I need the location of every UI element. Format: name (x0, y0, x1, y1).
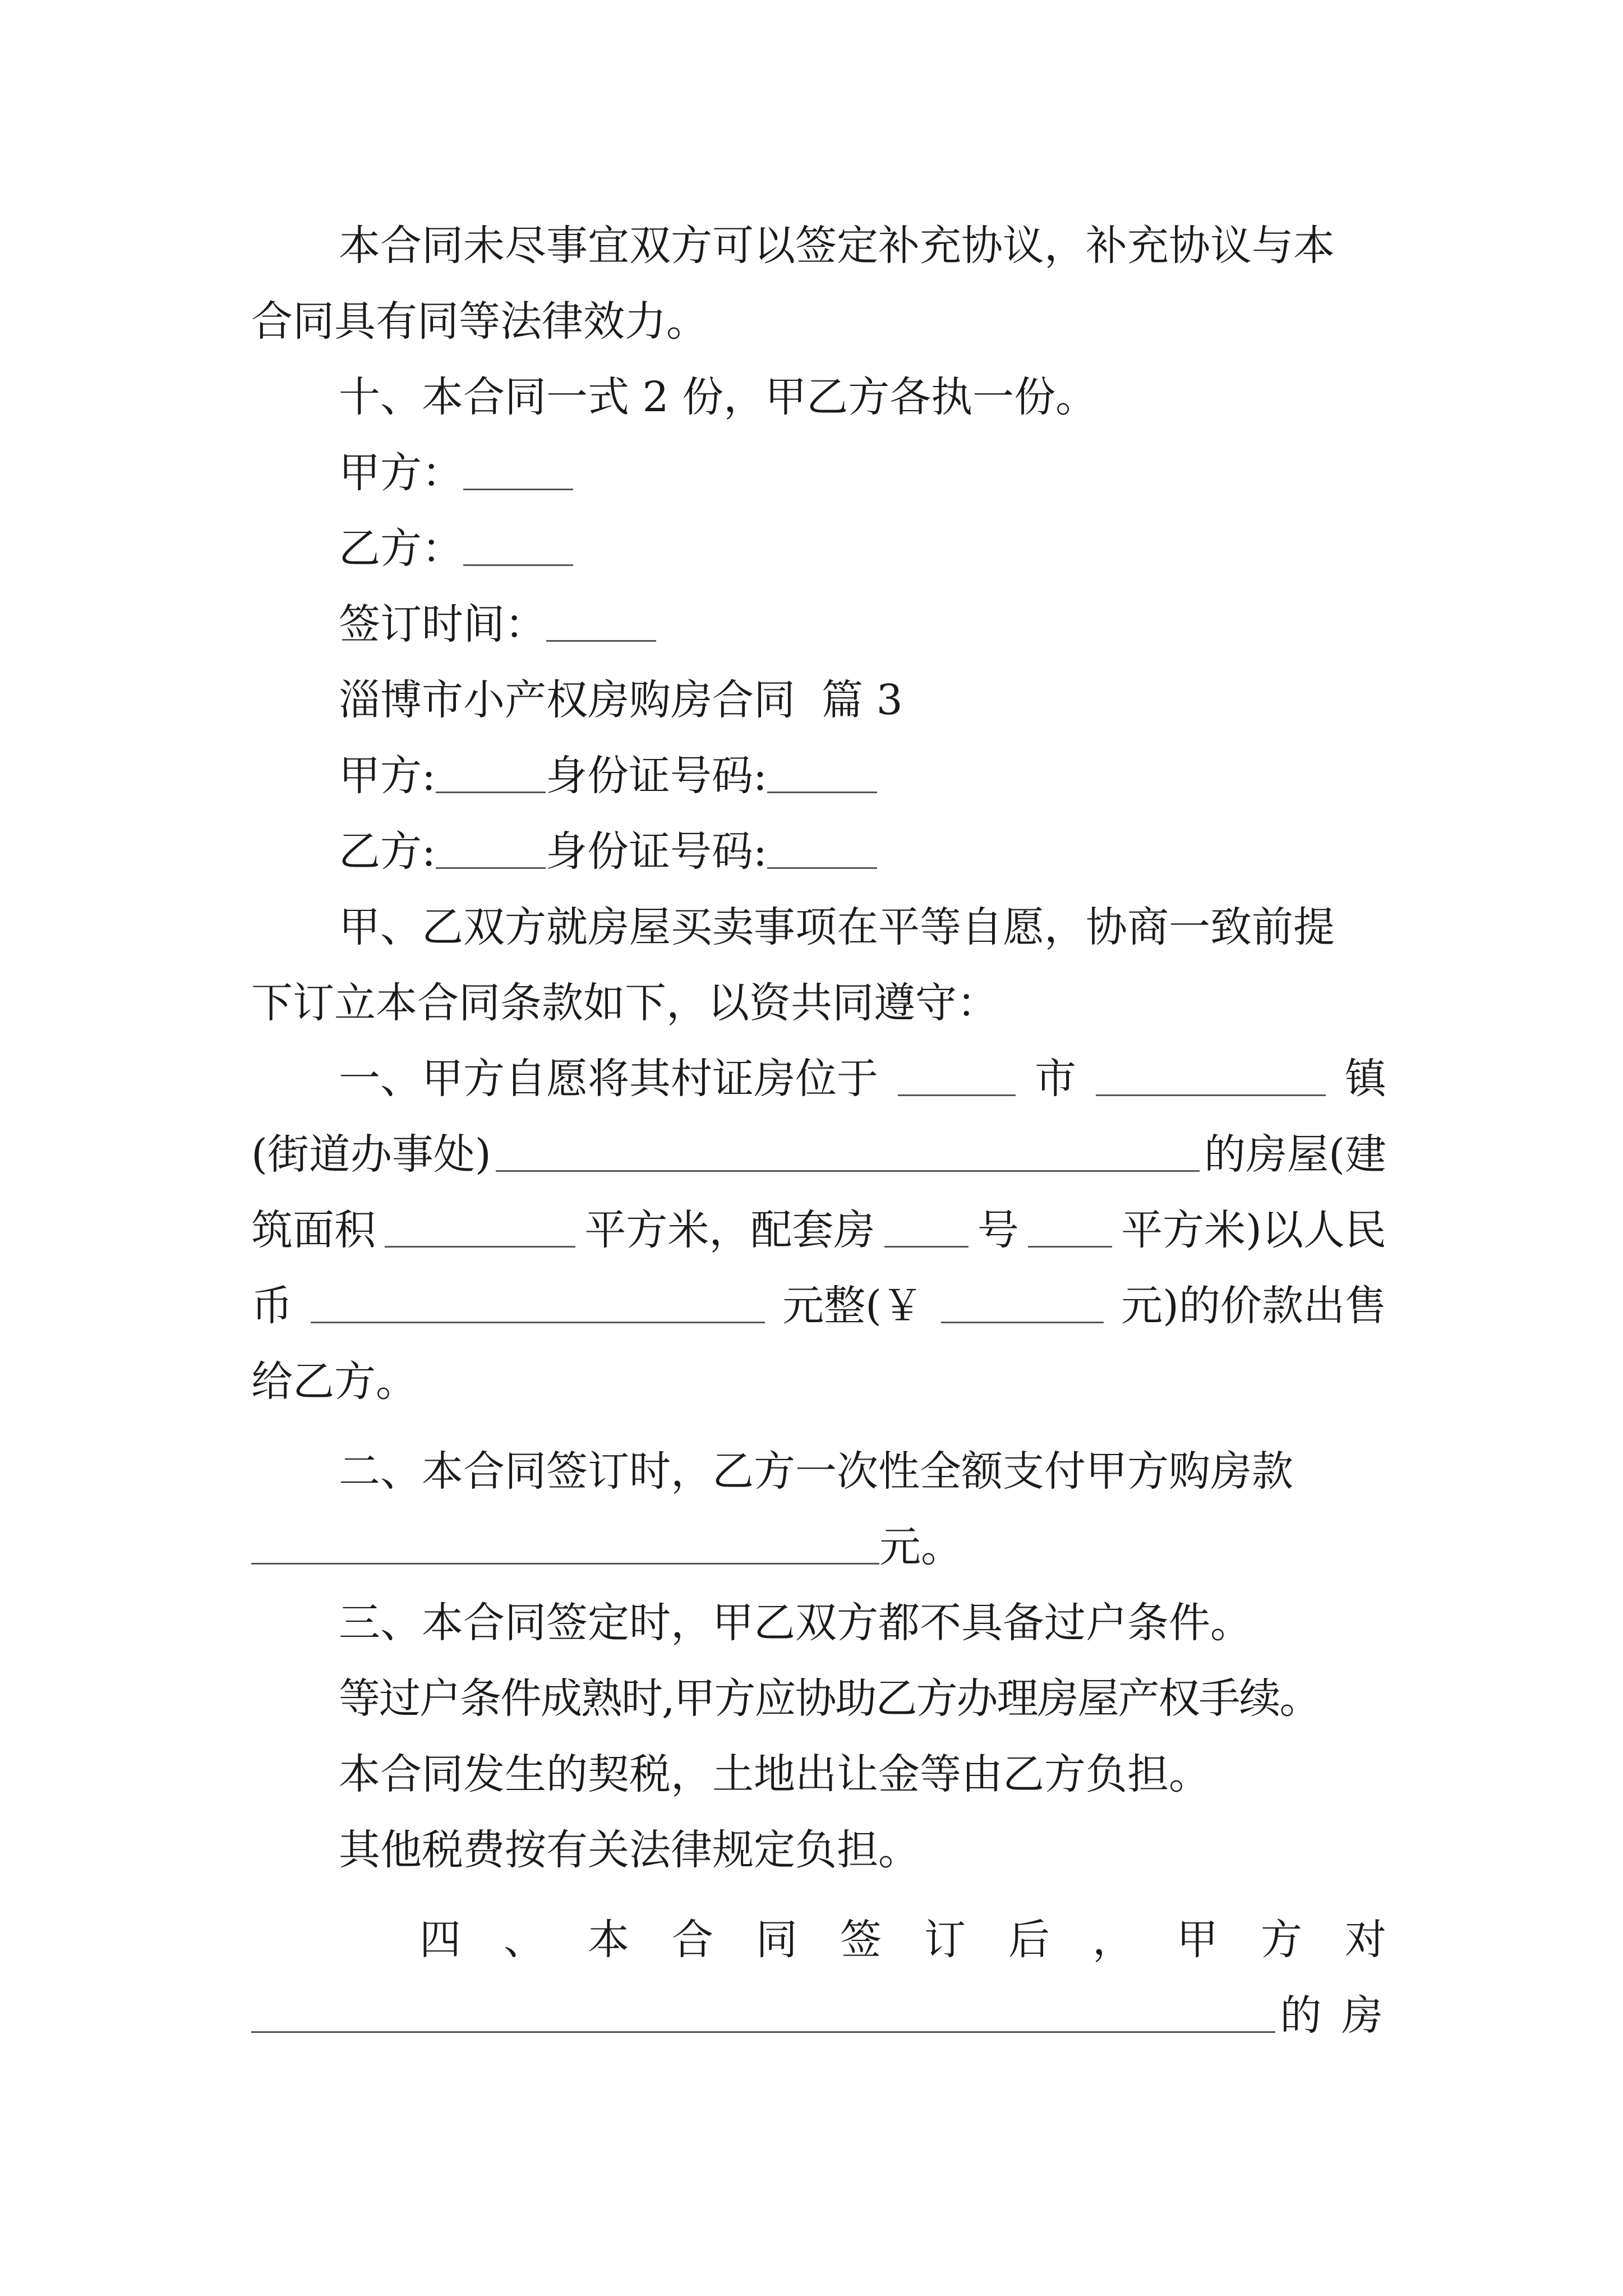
clause-four-line (419, 1912, 1386, 1968)
blank-field (251, 1998, 1275, 2033)
blank-field (767, 758, 877, 793)
clause-ten (339, 369, 1386, 425)
label: 乙方: (339, 827, 436, 876)
text: 平方米)以人民 (1121, 1206, 1386, 1254)
label: 甲方: (339, 752, 436, 800)
char: 后 (1008, 1916, 1050, 1964)
label: 身份证号码: (545, 752, 767, 800)
text: 筑面积 (251, 1206, 376, 1254)
char: ， (1092, 1916, 1134, 1964)
text: 等过户条件成熟时,甲方应协助乙方办理房屋产权手续。 (339, 1674, 1320, 1723)
paragraph-line (251, 975, 1386, 1031)
char: 四 (419, 1916, 461, 1964)
label: 签订时间： (339, 600, 546, 648)
char: 方 (1261, 1916, 1302, 1964)
text: 二、本合同签订时，乙方一次性全额支付甲方购房款 (339, 1447, 1293, 1496)
char: 、 (504, 1916, 545, 1964)
clause-two-line (339, 1443, 1386, 1499)
text: 元)的价款出售 (1121, 1282, 1386, 1330)
text: 币 (251, 1282, 293, 1330)
text: 市 (1035, 1055, 1076, 1103)
paragraph-line (251, 293, 1386, 349)
char: 同 (756, 1916, 797, 1964)
clause-three-line (339, 1595, 1386, 1651)
text: (街道办事处) (251, 1130, 491, 1179)
char: 对 (1345, 1916, 1386, 1964)
heading-text: 淄博市小产权房购房合同 篇 3 (339, 676, 903, 724)
clause-one-line (251, 1126, 1386, 1182)
text: 三、本合同签定时，甲乙双方都不具备过户条件。 (339, 1599, 1252, 1647)
clause-three-line (339, 1822, 1386, 1878)
text: 甲、乙双方就房屋买卖事项在平等自愿，协商一致前提 (339, 903, 1335, 951)
blank-field (436, 758, 546, 793)
blank-field (767, 834, 877, 869)
signing-date (339, 596, 1386, 652)
text: 的 房 (1280, 1991, 1386, 2040)
char: 甲 (1177, 1916, 1218, 1964)
blank-field (463, 455, 573, 490)
text: 十、本合同一式 2 份，甲乙方各执一份。 (339, 373, 1098, 421)
text: 下订立本合同条款如下，以资共同遵守： (251, 979, 998, 1027)
text: 元。 (879, 1523, 962, 1571)
party-a-id-line (339, 748, 1386, 804)
text: 合同具有同等法律效力。 (251, 297, 708, 346)
section-heading (339, 672, 1386, 728)
text: 给乙方。 (251, 1358, 417, 1406)
blank-field (385, 1212, 575, 1248)
blank-field (251, 1529, 879, 1565)
blank-field (1028, 1212, 1112, 1248)
char: 本 (588, 1916, 629, 1964)
clause-one-line (251, 1278, 1386, 1334)
blank-field (546, 606, 656, 642)
char: 订 (924, 1916, 966, 1964)
blank-field (941, 1288, 1104, 1323)
party-b-id-line (339, 823, 1386, 880)
clause-three-line (339, 1746, 1386, 1802)
text: 元整(￥ (782, 1282, 923, 1330)
label: 甲方： (339, 449, 463, 497)
party-b-signature (339, 521, 1386, 577)
clause-one-line (339, 1051, 1386, 1107)
blank-field (1096, 1061, 1326, 1096)
clause-one-line (251, 1354, 1386, 1410)
char: 合 (672, 1916, 713, 1964)
paragraph-line (339, 899, 1386, 955)
text: 号 (977, 1206, 1019, 1254)
blank-field (436, 834, 546, 869)
text: 本合同未尽事宜双方可以签定补充协议，补充协议与本 (339, 222, 1335, 270)
clause-four-line (251, 1987, 1386, 2044)
blank-field (463, 531, 573, 566)
clause-three-line (339, 1671, 1386, 1727)
text: 一、甲方自愿将其村证房位于 (339, 1055, 878, 1103)
text: 其他税费按有关法律规定负担。 (339, 1826, 920, 1874)
party-a-signature (339, 445, 1386, 501)
blank-field (898, 1061, 1016, 1096)
blank-field (496, 1137, 1200, 1172)
text: 平方米，配套房 (584, 1206, 875, 1254)
clause-one-line (251, 1202, 1386, 1258)
clause-two-line (251, 1519, 1386, 1575)
char: 签 (840, 1916, 882, 1964)
blank-field (884, 1212, 969, 1248)
blank-field (311, 1288, 765, 1323)
label: 乙方： (339, 524, 463, 573)
text: 本合同发生的契税，土地出让金等由乙方负担。 (339, 1750, 1210, 1798)
text: 镇 (1345, 1055, 1386, 1103)
text: 的房屋(建 (1204, 1130, 1386, 1179)
label: 身份证号码: (545, 827, 767, 876)
paragraph-line (339, 218, 1386, 274)
